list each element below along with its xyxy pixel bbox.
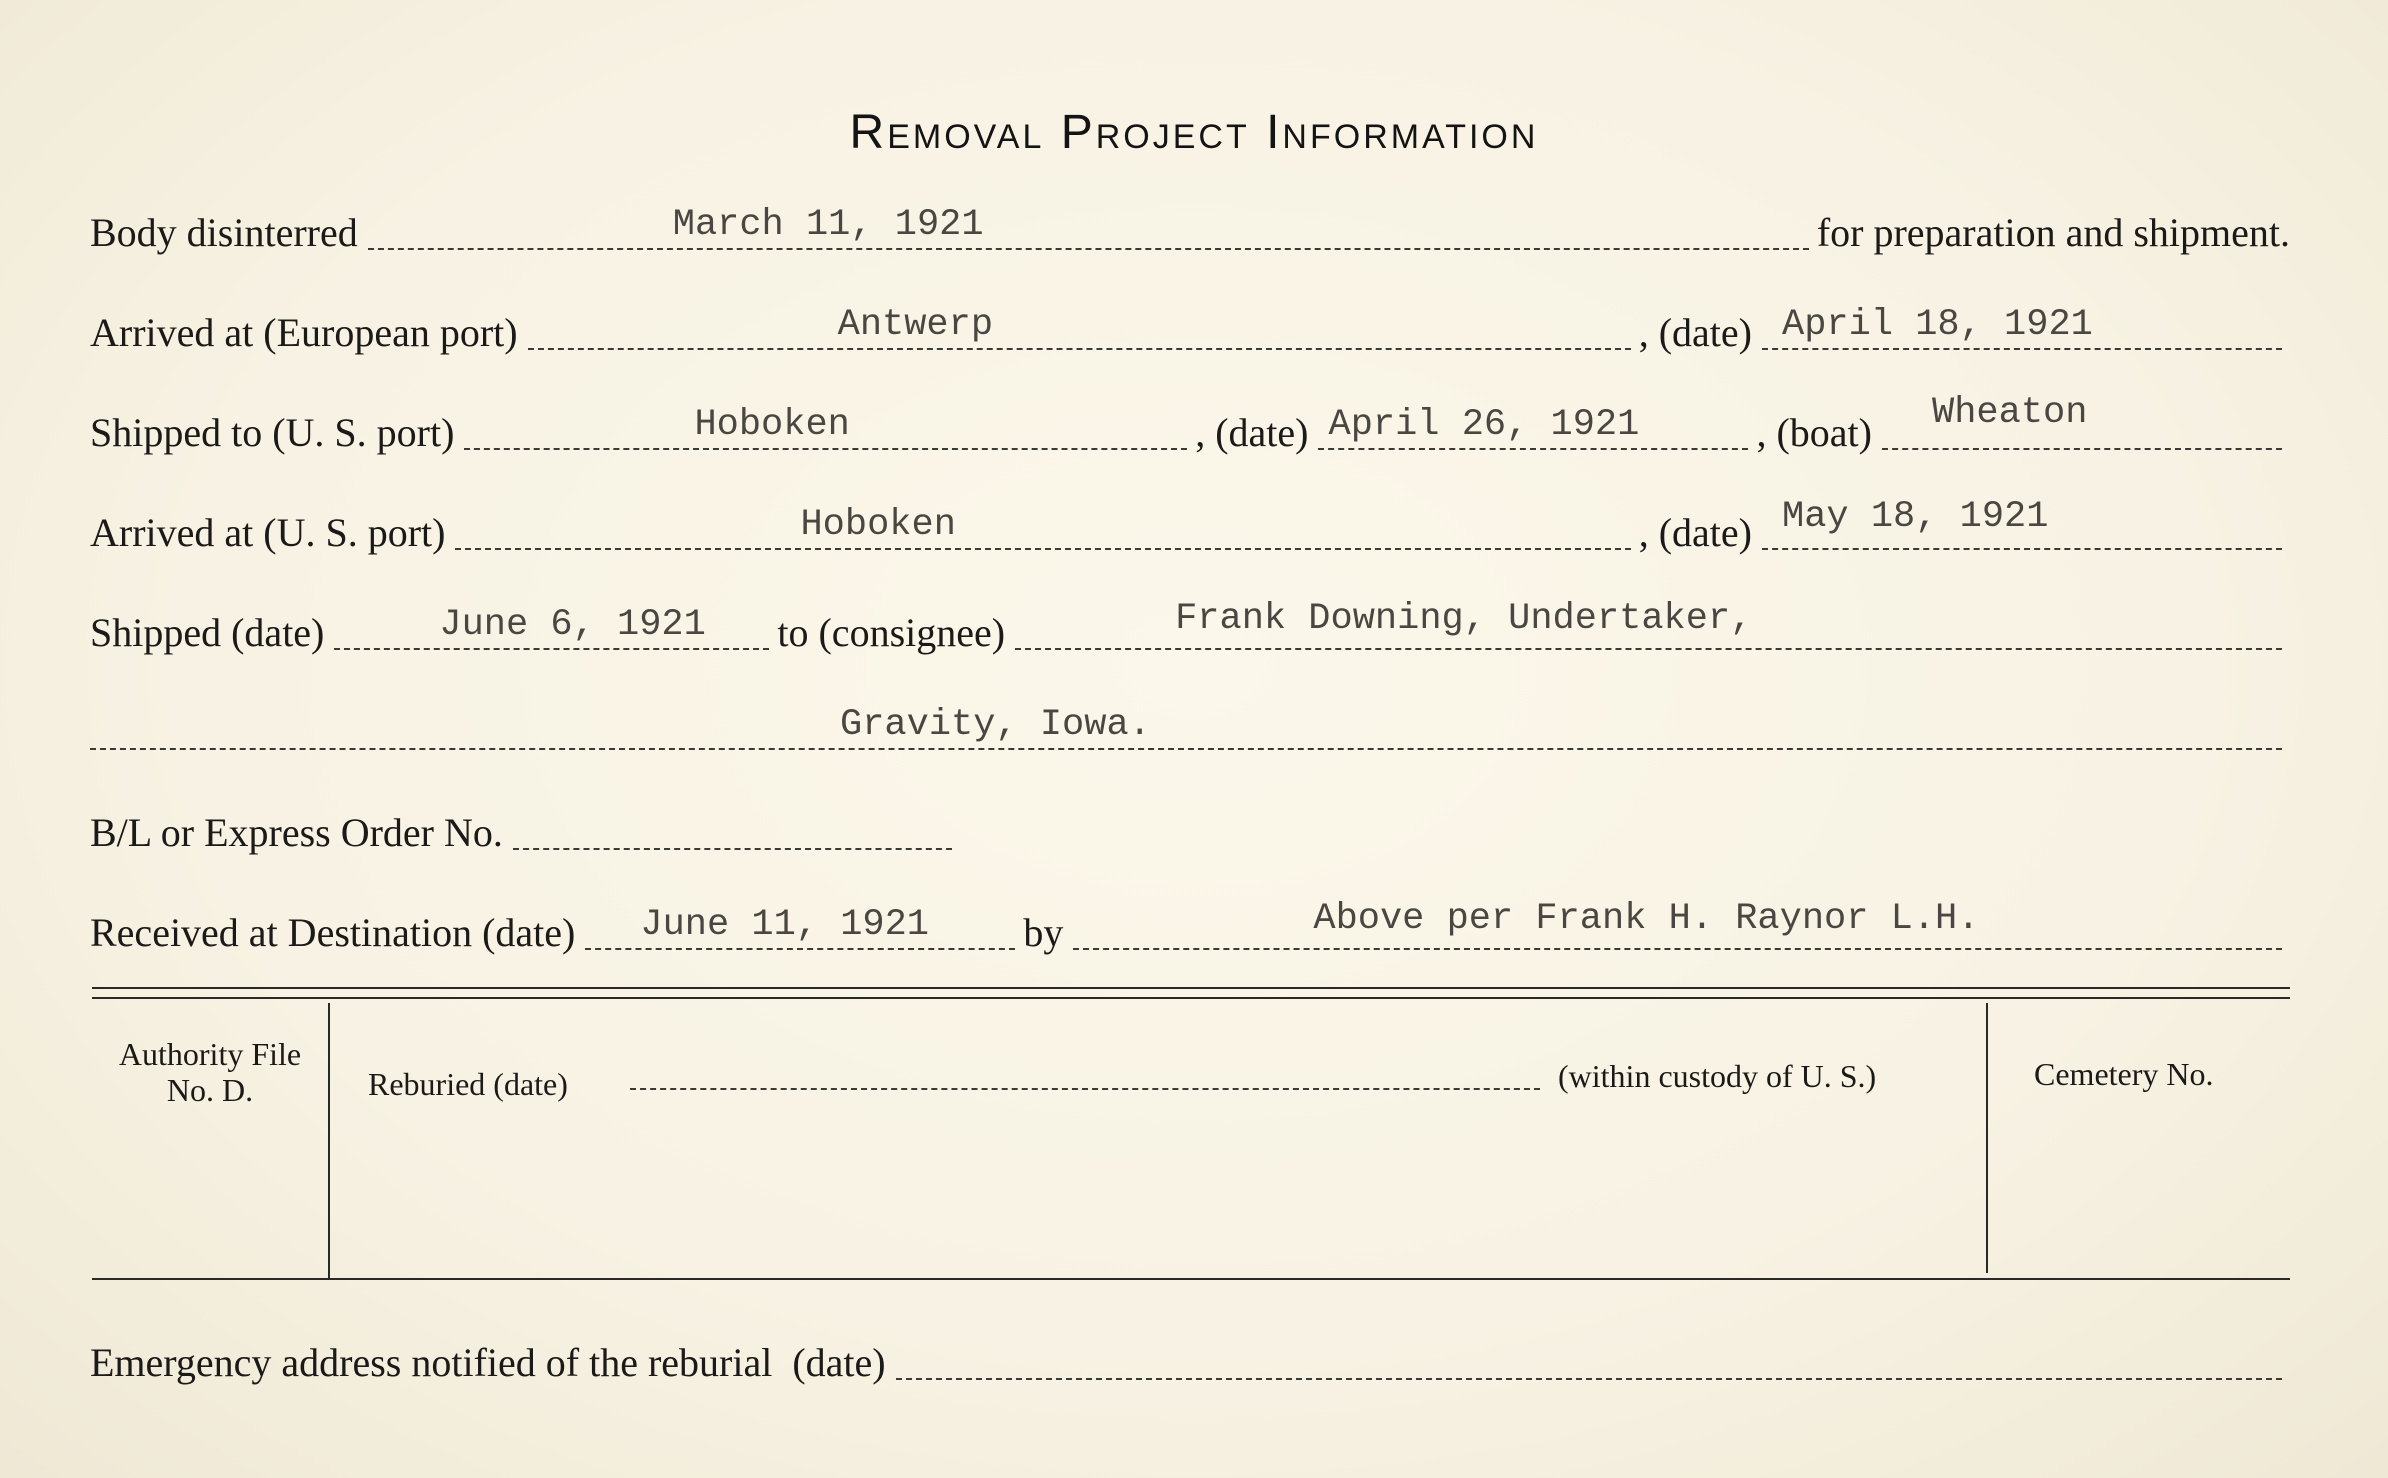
field-european-port[interactable]	[528, 288, 1631, 350]
label-disinterred-suffix: for preparation and shipment.	[1816, 210, 2290, 255]
label-shipped-date-only: Shipped (date)	[90, 610, 325, 655]
row-bl	[90, 790, 960, 860]
label-reburied: Reburied (date)	[368, 1066, 568, 1102]
label-arrived-us: Arrived at (U. S. port)	[90, 510, 446, 555]
field-european-date[interactable]	[1762, 288, 2282, 350]
row-emergency	[90, 1320, 2290, 1390]
label-cemetery: Cemetery No.	[2034, 1056, 2214, 1092]
row-received	[90, 890, 2290, 960]
row-consignee-cont	[90, 690, 2290, 760]
divider-right	[1986, 1003, 1988, 1273]
value-european-port: Antwerp	[837, 304, 994, 346]
label-disinterred: Body disinterred	[90, 210, 358, 255]
double-rule	[92, 987, 2290, 999]
row-arrived-european	[90, 290, 2290, 360]
value-shipped-final-date: June 6, 1921	[439, 604, 706, 646]
row-shipped	[90, 590, 2290, 660]
label-emergency: Emergency address notified of the reburial (date)	[90, 1340, 886, 1385]
label-bl: B/L or Express Order No.	[90, 810, 503, 855]
field-consignee-line2[interactable]	[90, 688, 2282, 750]
field-consignee[interactable]	[1015, 588, 2282, 650]
row-disinterred	[90, 190, 2290, 260]
label-consignee: to (consignee)	[777, 610, 1006, 655]
bottom-rule	[92, 1278, 2290, 1280]
label-shipped-us: Shipped to (U. S. port)	[90, 410, 455, 455]
value-received-date: June 11, 1921	[640, 904, 930, 946]
field-disinterred[interactable]	[368, 188, 1809, 250]
value-received-by: Above per Frank H. Raynor L.H.	[1313, 898, 1980, 940]
field-received-date[interactable]	[585, 888, 1015, 950]
field-us-port[interactable]	[464, 388, 1187, 450]
field-boat[interactable]	[1882, 388, 2282, 450]
field-arrived-us-date[interactable]	[1762, 488, 2282, 550]
value-us-port: Hoboken	[694, 404, 850, 446]
divider-left	[328, 1003, 330, 1278]
label-shipped-date: , (date)	[1195, 410, 1309, 455]
value-disinterred: March 11, 1921	[672, 204, 984, 246]
authority-file-label: Authority File No. D.	[118, 1036, 302, 1108]
row-arrived-us	[90, 490, 2290, 560]
label-european-date: , (date)	[1638, 310, 1752, 355]
field-arrived-us-port[interactable]	[455, 488, 1630, 550]
value-european-date: April 18, 1921	[1782, 304, 2093, 346]
value-shipped-date: April 26, 1921	[1328, 404, 1640, 446]
label-arrived-us-date: , (date)	[1638, 510, 1752, 555]
label-received: Received at Destination (date)	[90, 910, 576, 955]
field-reburied-date[interactable]	[630, 1088, 1540, 1090]
field-received-by[interactable]	[1073, 888, 2282, 950]
field-shipped-date[interactable]	[1318, 388, 1748, 450]
label-received-by: by	[1023, 910, 1064, 955]
field-emergency-date[interactable]	[896, 1318, 2282, 1380]
value-consignee-line2: Gravity, Iowa.	[840, 704, 1151, 746]
label-boat: , (boat)	[1756, 410, 1872, 455]
label-arrived-european: Arrived at (European port)	[90, 310, 518, 355]
value-consignee: Frank Downing, Undertaker,	[1175, 598, 1753, 640]
field-shipped-final-date[interactable]	[334, 588, 769, 650]
row-shipped-us	[90, 390, 2290, 460]
value-arrived-us-port: Hoboken	[800, 504, 956, 546]
field-bl[interactable]	[513, 788, 952, 850]
value-arrived-us-date: May 18, 1921	[1782, 496, 2049, 538]
value-boat: Wheaton	[1932, 392, 2088, 434]
label-custody: (within custody of U. S.)	[1558, 1058, 1877, 1094]
page-title: Removal Project Information	[849, 106, 1539, 159]
